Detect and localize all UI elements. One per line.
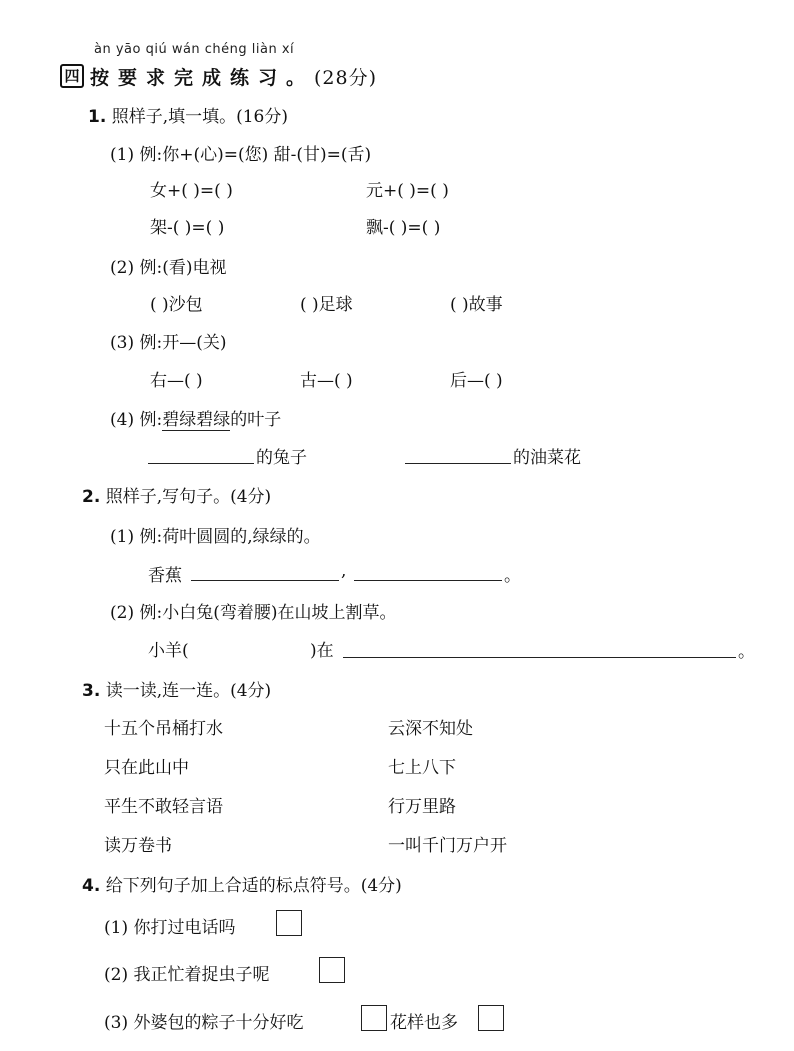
- section-title-text: 按要求完成练习。: [90, 67, 315, 89]
- q2-part2-answer-line[interactable]: [343, 657, 736, 658]
- q1-part4-item-a: 的兔子: [256, 448, 307, 468]
- question-1-text: 照样子,填一填。(16分): [111, 107, 289, 127]
- q2-part1-example: (1) 例:荷叶圆圆的,绿绿的。: [110, 527, 321, 547]
- q2-part1-answer-line-b[interactable]: [354, 580, 502, 581]
- q1-part4-example: [110, 405, 281, 430]
- q2-part1-period: 。: [504, 566, 521, 586]
- q3-right-item[interactable]: 行万里路: [388, 797, 456, 817]
- q3-left-item[interactable]: 平生不敢轻言语: [104, 797, 223, 817]
- q4-sentence-3a: (3) 外婆包的粽子十分好吃: [104, 1013, 304, 1033]
- q2-part2-lead[interactable]: 小羊(: [148, 641, 189, 661]
- q4-punctuation-box-3b[interactable]: [478, 1005, 504, 1031]
- q2-part1-comma: ,: [341, 561, 347, 581]
- q1-part3-example: (3) 例:开—(关): [110, 333, 227, 353]
- q1-part4-item-b: 的油菜花: [513, 448, 581, 468]
- q1-part2-blank-c[interactable]: ( )故事: [450, 295, 503, 315]
- section-score: (28分): [314, 67, 378, 89]
- question-2-text: 照样子,写句子。(4分): [105, 487, 272, 507]
- q4-sentence-2: (2) 我正忙着捉虫子呢: [104, 965, 270, 985]
- q1-part4-example-underlined: 碧绿碧绿: [162, 410, 231, 430]
- q1-part3-blank-c[interactable]: 后—( ): [450, 371, 503, 391]
- q3-right-item[interactable]: 云深不知处: [388, 719, 473, 739]
- q2-part2-period: 。: [738, 642, 755, 662]
- question-1-title: [88, 102, 288, 127]
- q1-part1-row1-right[interactable]: 元+( )=( ): [366, 181, 449, 201]
- q3-right-item[interactable]: 一叫千门万户开: [388, 836, 507, 856]
- q1-part4-example-prefix: (4) 例:: [110, 410, 163, 430]
- title-pinyin: àn yāo qiú wán chéng liàn xí: [94, 42, 295, 57]
- q1-part1-example: (1) 例:你+(心)=(您) 甜-(甘)=(舌): [110, 145, 372, 165]
- q3-right-item[interactable]: 七上八下: [388, 758, 456, 778]
- q1-part1-row1-left[interactable]: 女+( )=( ): [150, 181, 233, 201]
- q2-part2-example: (2) 例:小白兔(弯着腰)在山坡上割草。: [110, 603, 397, 623]
- question-4-title: [82, 871, 402, 896]
- q1-part2-example: (2) 例:(看)电视: [110, 258, 227, 278]
- q4-sentence-3b: 花样也多: [390, 1013, 458, 1033]
- q1-part2-blank-b[interactable]: ( )足球: [300, 295, 353, 315]
- q3-left-item[interactable]: 只在此山中: [104, 758, 189, 778]
- question-1-number: 1.: [88, 107, 107, 127]
- question-4-number: 4.: [82, 876, 101, 896]
- question-2-title: [82, 482, 271, 507]
- q1-part2-blank-a[interactable]: ( )沙包: [150, 295, 203, 315]
- q3-left-item[interactable]: 十五个吊桶打水: [104, 719, 223, 739]
- section-number-badge: 四: [60, 64, 84, 88]
- question-4-text: 给下列句子加上合适的标点符号。(4分): [105, 876, 402, 896]
- q1-part4-example-suffix: 的叶子: [230, 410, 282, 430]
- section-title: [90, 63, 377, 90]
- q1-part3-blank-a[interactable]: 右—( ): [150, 371, 203, 391]
- q3-left-item[interactable]: 读万卷书: [104, 836, 172, 856]
- q4-sentence-1: (1) 你打过电话吗: [104, 918, 236, 938]
- q4-punctuation-box-1[interactable]: [276, 910, 302, 936]
- question-3-text: 读一读,连一连。(4分): [105, 681, 272, 701]
- q4-punctuation-box-2[interactable]: [319, 957, 345, 983]
- question-2-number: 2.: [82, 487, 101, 507]
- q1-part1-row2-left[interactable]: 架-( )=( ): [150, 218, 225, 238]
- q2-part1-answer-line-a[interactable]: [191, 580, 339, 581]
- q1-part3-blank-b[interactable]: 古—( ): [300, 371, 353, 391]
- question-3-title: [82, 676, 271, 701]
- question-3-number: 3.: [82, 681, 101, 701]
- q1-part4-answer-line-b[interactable]: [405, 463, 511, 464]
- q2-part1-lead: 香蕉: [148, 566, 182, 586]
- q4-punctuation-box-3a[interactable]: [361, 1005, 387, 1031]
- q2-part2-mid: )在: [310, 641, 334, 661]
- q1-part1-row2-right[interactable]: 飘-( )=( ): [366, 218, 441, 238]
- q1-part4-answer-line-a[interactable]: [148, 463, 254, 464]
